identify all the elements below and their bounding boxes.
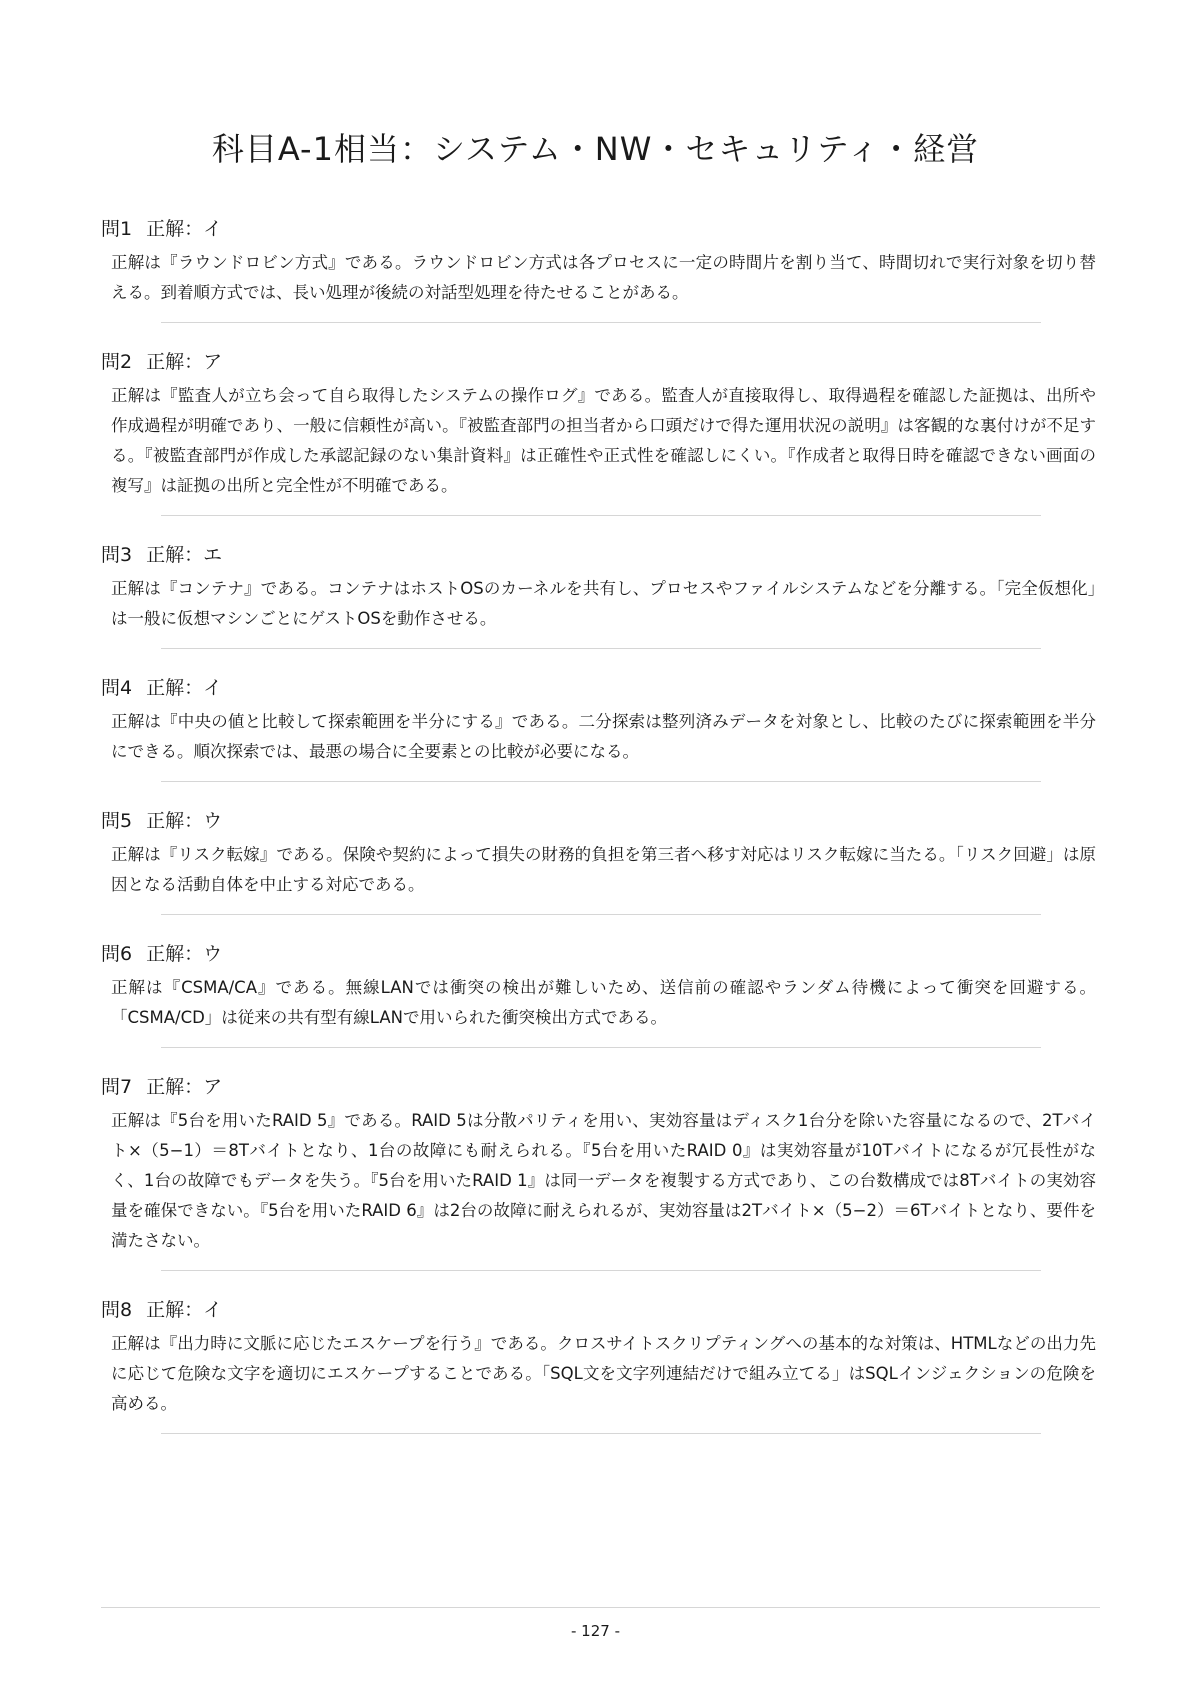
question-heading (101, 941, 1101, 967)
question-number: 問3 (101, 544, 133, 566)
question-number: 問2 (101, 351, 133, 373)
divider (161, 781, 1041, 782)
question-item-5 (101, 808, 1101, 915)
explanation-text: 正解は『5台を用いたRAID 5』である。RAID 5は分散パリティを用い、実効容量はディスク1台分を除いた容量になるので、2Tバイト×（5−1）＝8Tバイトとなり、1台の故障にも耐えられる。『5台を用いたRAID 0』は実効容量が10Tバイトになるが冗長性がなく、1台の故障でもデータを失う。『5台を用いたRAID 1』は同一データを複製する方式であり、この台数構成では8Tバイトの実効容量を確保できない。『5台を用いたRAID 6』は2台の故障に耐えられるが、実効容量は2Tバイト×（5−2）＝6Tバイトとなり、要件を満たさない。 (111, 1111, 1096, 1250)
question-item-3 (101, 542, 1101, 649)
page-title: 科目A-1相当：システム・NW・セキュリティ・経営 (211, 130, 980, 168)
divider (161, 1270, 1041, 1271)
question-heading (101, 216, 1101, 242)
divider (161, 1047, 1041, 1048)
explanation-text: 正解は『ラウンドロビン方式』である。ラウンドロビン方式は各プロセスに一定の時間片を割り当て、時間切れで実行対象を切り替える。到着順方式では、長い処理が後続の対話型処理を待たせることがある。 (111, 253, 1096, 302)
question-heading (101, 542, 1101, 568)
divider (161, 1433, 1041, 1434)
question-item-6 (101, 941, 1101, 1048)
footer-divider (101, 1607, 1100, 1608)
answer-label: 正解：ウ (146, 810, 223, 832)
answer-label: 正解：イ (146, 1299, 223, 1321)
explanation-text: 正解は『監査人が立ち会って自ら取得したシステムの操作ログ』である。監査人が直接取得し、取得過程を確認した証拠は、出所や作成過程が明確であり、一般に信頼性が高い。『被監査部門の担当者から口頭だけで得た運用状況の説明』は客観的な裏付けが不足する。『被監査部門が作成した承認記録のない集計資料』は正確性や正式性を確認しにくい。『作成者と取得日時を確認できない画面の複写』は証拠の出所と完全性が不明確である。 (111, 386, 1096, 495)
explanation-text: 正解は『コンテナ』である。コンテナはホストOSのカーネルを共有し、プロセスやファイルシステムなどを分離する。「完全仮想化」は一般に仮想マシンごとにゲストOSを動作させる。 (111, 579, 1096, 628)
question-number: 問4 (101, 677, 133, 699)
divider (161, 322, 1041, 323)
answer-label: 正解：エ (146, 544, 223, 566)
divider (161, 648, 1041, 649)
question-heading (101, 675, 1101, 701)
question-item-8 (101, 1297, 1101, 1434)
explanation-text: 正解は『CSMA/CA』である。無線LANでは衝突の検出が難しいため、送信前の確認やランダム待機によって衝突を回避する。「CSMA/CD」は従来の共有型有線LANで用いられた衝突検出方式である。 (111, 978, 1096, 1027)
explanation-text: 正解は『リスク転嫁』である。保険や契約によって損失の財務的負担を第三者へ移す対応はリスク転嫁に当たる。「リスク回避」は原因となる活動自体を中止する対応である。 (111, 845, 1096, 894)
answer-label: 正解：イ (146, 677, 223, 699)
answer-label: 正解：ア (146, 351, 223, 373)
question-number: 問5 (101, 810, 133, 832)
page-number: - 127 - (571, 1622, 620, 1640)
answer-label: 正解：ウ (146, 943, 223, 965)
question-heading (101, 1074, 1101, 1100)
question-number: 問6 (101, 943, 133, 965)
question-item-2 (101, 349, 1101, 516)
question-item-1 (101, 216, 1101, 323)
question-number: 問7 (101, 1076, 133, 1098)
explanation-text: 正解は『出力時に文脈に応じたエスケープを行う』である。クロスサイトスクリプティングへの基本的な対策は、HTMLなどの出力先に応じて危険な文字を適切にエスケープすることである。「SQL文を文字列連結だけで組み立てる」はSQLインジェクションの危険を高める。 (111, 1334, 1096, 1413)
question-heading (101, 1297, 1101, 1323)
answer-label: 正解：イ (146, 218, 223, 240)
question-item-4 (101, 675, 1101, 782)
question-number: 問8 (101, 1299, 133, 1321)
question-list (101, 216, 1101, 1460)
explanation-text: 正解は『中央の値と比較して探索範囲を半分にする』である。二分探索は整列済みデータを対象とし、比較のたびに探索範囲を半分にできる。順次探索では、最悪の場合に全要素との比較が必要になる。 (111, 712, 1096, 761)
answer-label: 正解：ア (146, 1076, 223, 1098)
divider (161, 515, 1041, 516)
question-heading (101, 808, 1101, 834)
question-number: 問1 (101, 218, 133, 240)
question-heading (101, 349, 1101, 375)
question-item-7 (101, 1074, 1101, 1271)
divider (161, 914, 1041, 915)
